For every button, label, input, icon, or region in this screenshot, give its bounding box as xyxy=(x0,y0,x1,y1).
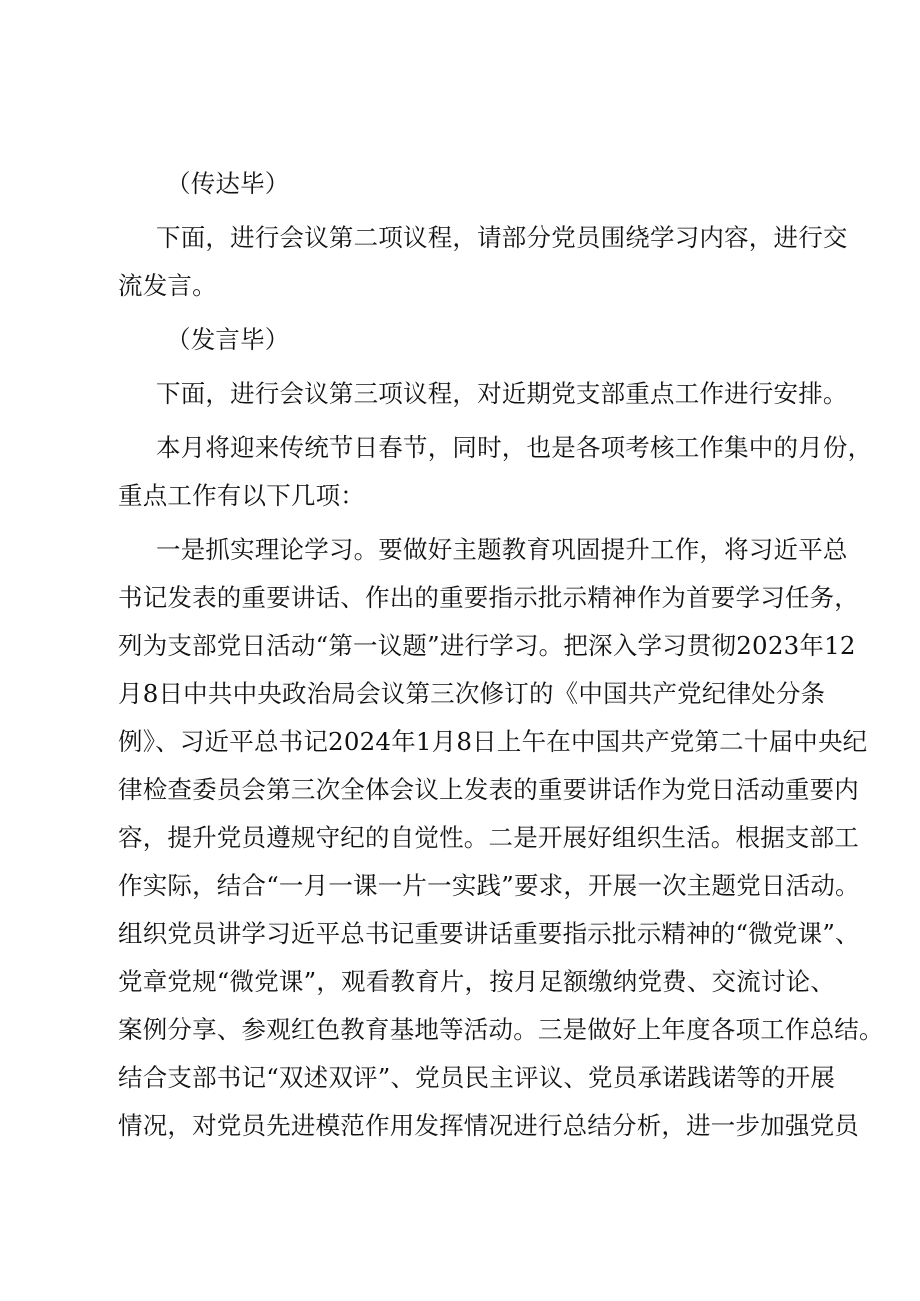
text-line: （发言毕） xyxy=(166,325,290,354)
paragraph-agenda-three xyxy=(118,370,848,418)
paragraph-speech-done xyxy=(118,316,808,364)
text-line: 下面，进行会议第三项议程，对近期党支部重点工作进行安排。 xyxy=(156,379,848,408)
text-line: 情况，对党员先进模范作用发挥情况进行总结分析，进一步加强党员 xyxy=(118,1111,859,1140)
text-line: 律检查委员会第三次全体会议上发表的重要讲话作为党日活动重要内 xyxy=(118,775,859,804)
text-line: 列为支部党日活动“第一议题”进行学习。把深入学习贯彻2023年12 xyxy=(118,631,856,660)
text-line: （传达毕） xyxy=(166,169,290,198)
text-line: 本月将迎来传统节日春节，同时，也是各项考核工作集中的月份， xyxy=(156,433,873,462)
text-line: 一是抓实理论学习。要做好主题教育巩固提升工作，将习近平总 xyxy=(156,535,848,564)
text-line: 书记发表的重要讲话、作出的重要指示批示精神作为首要学习任务， xyxy=(118,583,859,612)
text-line: 容，提升党员遵规守纪的自觉性。二是开展好组织生活。根据支部工 xyxy=(118,823,859,852)
paragraph-agenda-two xyxy=(118,214,848,310)
text-line: 结合支部书记“双述双评”、党员民主评议、党员承诺践诺等的开展 xyxy=(118,1063,836,1092)
text-line: 案例分享、参观红色教育基地等活动。三是做好上年度各项工作总结。 xyxy=(118,1015,884,1044)
paragraph-key-tasks xyxy=(118,526,884,1150)
text-line: 例》、习近平总书记2024年1月8日上午在中国共产党第二十届中央纪 xyxy=(118,727,868,756)
text-line: 重点工作有以下几项： xyxy=(118,481,365,510)
text-line: 月8日中共中央政治局会议第三次修订的《中国共产党纪律处分条 xyxy=(118,679,826,708)
text-line: 流发言。 xyxy=(118,271,217,300)
text-line: 下面，进行会议第二项议程，请部分党员围绕学习内容，进行交 xyxy=(156,223,848,252)
text-line: 党章党规“微党课”，观看教育片，按月足额缴纳党费、交流讨论、 xyxy=(118,967,836,996)
paragraph-month-intro xyxy=(118,424,873,520)
paragraph-relay-done xyxy=(118,160,808,208)
text-line: 作实际，结合“一月一课一片一实践”要求，开展一次主题党日活动。 xyxy=(118,871,860,900)
text-line: 组织党员讲学习近平总书记重要讲话重要指示批示精神的“微党课”、 xyxy=(118,919,860,948)
document-body xyxy=(118,160,884,1150)
